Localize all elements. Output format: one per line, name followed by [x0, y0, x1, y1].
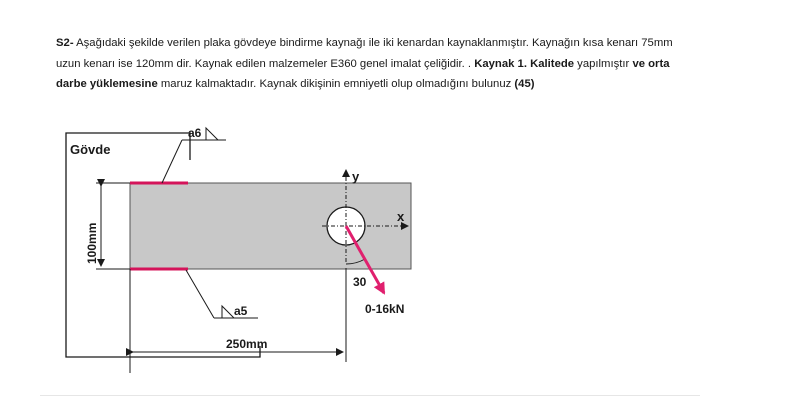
axis-y-label: y [352, 169, 360, 184]
question-bold-quality: Kaynak 1. Kalitede [474, 57, 575, 70]
question-text-part: yapılmıştır [574, 57, 633, 70]
axis-x-label: x [397, 209, 405, 224]
angle-label: 30 [353, 275, 367, 289]
question-bold-loading: ve orta darbe yüklemesine [56, 57, 670, 90]
force-label: 0-16kN [365, 302, 405, 316]
fillet-weld-top-icon [206, 128, 218, 140]
page-bottom-divider [40, 395, 700, 396]
question-number: S2- [56, 37, 74, 49]
fillet-weld-bottom-icon [222, 306, 234, 318]
weld-bottom-label: a5 [234, 304, 248, 318]
height-dimension-label: 100mm [85, 222, 99, 264]
question-text-part: Aşağıdaki şekilde verilen plaka gövdeye bindirme kaynağı ile iki kenardan kaynaklanmıştır. Kaynağın kısa kenarı 75mm uzun kenarı ise 120mm dir. Kaynak edilen malzemeler E360 genel imalat çeliğidir. . [56, 37, 673, 70]
question-text-part: maruz kalmaktadır. Kaynak dikişinin emniyetli olup olmadığını bulunuz [157, 78, 515, 90]
length-dimension-label: 250mm [226, 337, 268, 351]
weld-top-leader [162, 140, 182, 183]
weld-top-label: a6 [188, 126, 202, 140]
body-label: Gövde [70, 142, 111, 157]
question-points: (45) [514, 78, 535, 90]
weld-bottom-leader [186, 270, 214, 318]
